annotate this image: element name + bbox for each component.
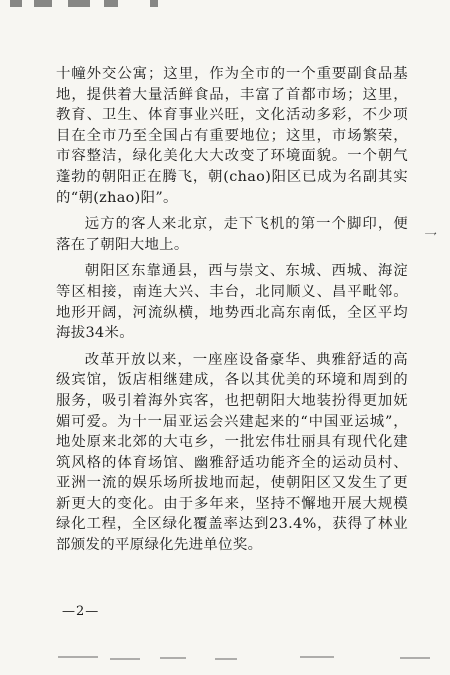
paragraph-1: 十幢外交公寓；这里，作为全市的一个重要副食品基地，提供着大量活鲜食品，丰富了首都市场；这里，教育、卫生、体育事业兴旺，文化活动多彩，不少项目在全市乃至全国占有重要地位；这里，市场繁荣，市容整洁，绿化美化大大改变了环境面貌。一个朝气蓬勃的朝阳正在腾飞，朝(chao)阳区已成为名副其实的“朝(zhao)阳”。 — [56, 66, 408, 206]
paragraph-3: 朝阳区东靠通县，西与崇文、东城、西城、海淀等区相接，南连大兴、丰台，北同顺义、昌平毗邻。地形开阔，河流纵横，地势西北高东南低，全区平均海拔34米。 — [56, 263, 408, 342]
paragraph-2: 远方的客人来北京，走下飞机的第一个脚印，便落在了朝阳大地上。 — [56, 216, 408, 253]
scan-top-artifact — [0, 0, 450, 10]
page-number: —2— — [62, 604, 100, 619]
scan-bottom-artifact — [0, 652, 450, 666]
paragraph-4: 改革开放以来，一座座设备豪华、典雅舒适的高级宾馆，饭店相继建成，各以其优美的环境和周到的服务，吸引着海外宾客，也把朝阳大地装扮得更加妩媚可爱。为十一届亚运会兴建起来的“中国亚运城”，地处原来北郊的大屯乡，一批宏伟壮丽具有现代化建筑风格的体育场馆、幽雅舒适功能齐全的运动员村、亚洲一流的娱乐场所拔地而起，使朝阳区又发生了更新更大的变化。由于多年来，坚持不懈地开展大规模绿化工程，全区绿化覆盖率达到23.4%，获得了林业部颁发的平原绿化先进单位奖。 — [56, 351, 408, 554]
page-body-text — [56, 64, 408, 556]
margin-mark: 乛 — [424, 232, 438, 247]
